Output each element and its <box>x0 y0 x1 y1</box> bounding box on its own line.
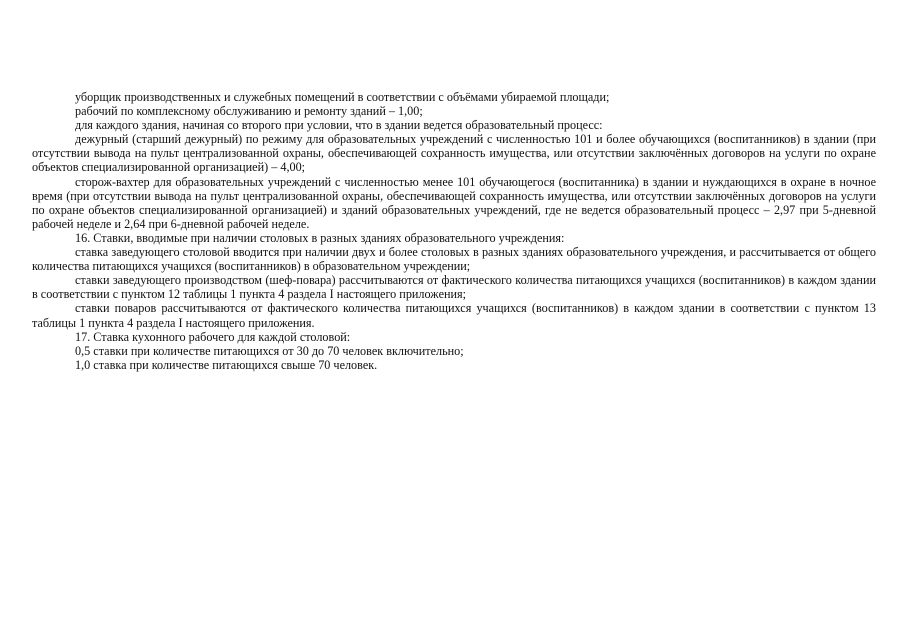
paragraph-item-17: 17. Ставка кухонного рабочего для каждой столовой: <box>75 329 351 344</box>
paragraph-canteen-manager: ставка заведующего столовой вводится при наличии двух и более столовых в разных зданиях образовательного учреждения, и рассчитывается от общего количества питающихся учащихся (воспитанников) в образовательном учреждении; <box>32 245 876 274</box>
paragraph-duty-officer: дежурный (старший дежурный) по режиму для образовательных учреждений с численностью 101 и более обучающихся (воспитанников) в здании (при отсутствии вывода на пульт централизованной охраны, обеспечивающей сохранность имущества, или отсутствии заключённых договоров на услуги по охране объектов специализированной организацией) – 4,00; <box>32 132 876 175</box>
paragraph-half-rate: 0,5 ставки при количестве питающихся от 30 до 70 человек включительно; <box>75 343 464 358</box>
paragraph-maintenance-worker: рабочий по комплексному обслуживанию и ремонту зданий – 1,00; <box>75 104 423 119</box>
paragraph-full-rate: 1,0 ставка при количестве питающихся свыше 70 человек. <box>75 357 378 372</box>
paragraph-each-building: для каждого здания, начиная со второго при условии, что в здании ведется образовательный процесс: <box>75 118 603 133</box>
paragraph-watchman: сторож-вахтер для образовательных учреждений с численностью менее 101 обучающегося (воспитанника) в здании и нуждающихся в охране в ночное время (при отсутствии вывода на пульт централизованной охраны, обеспечивающей сохранность имущества, или отсутствии заключённых договоров на услуги по охране объектов специализированной организацией) и зданий образовательных учреждений, где не ведется образовательный процесс – 2,97 при 5-дневной рабочей неделе и 2,64 при 6-дневной рабочей неделе. <box>32 174 876 231</box>
document-body <box>32 90 876 372</box>
paragraph-cooks: ставки поваров рассчитываются от фактического количества питающихся учащихся (воспитанников) в каждом здании в соответствии с пунктом 13 таблицы 1 пункта 4 раздела I настоящего приложения. <box>32 301 876 330</box>
paragraph-chef: ставки заведующего производством (шеф-повара) рассчитываются от фактического количества питающихся учащихся (воспитанников) в каждом здании в соответствии с пунктом 12 таблицы 1 пункта 4 раздела I настоящего приложения; <box>32 273 876 302</box>
paragraph-cleaner: уборщик производственных и служебных помещений в соответствии с объёмами убираемой площади; <box>75 90 610 104</box>
paragraph-item-16: 16. Ставки, вводимые при наличии столовых в разных зданиях образовательного учреждения: <box>75 230 565 245</box>
